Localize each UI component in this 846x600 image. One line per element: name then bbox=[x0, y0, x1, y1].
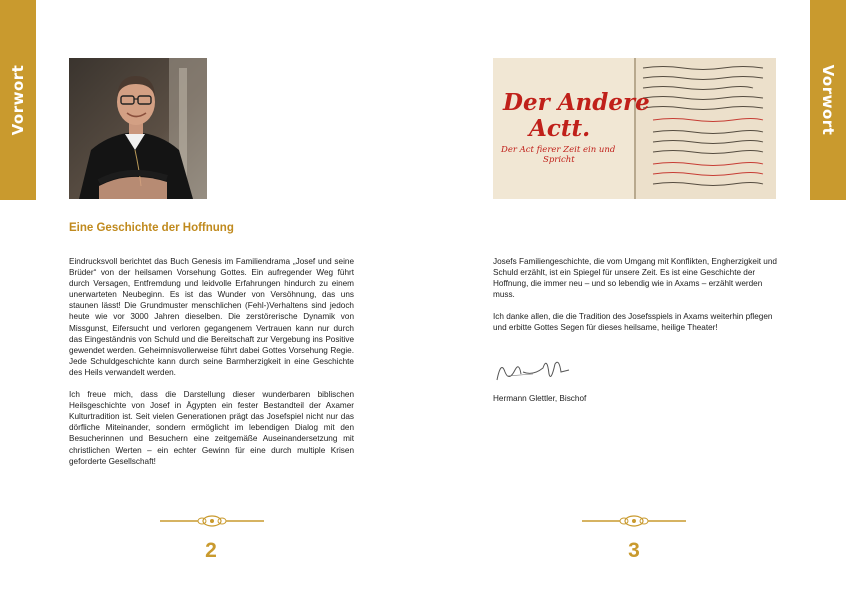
signature-graphic bbox=[493, 352, 573, 386]
manuscript-subtitle: Der Act fierer Zeit ein und bbox=[501, 145, 616, 155]
left-body-text bbox=[69, 256, 354, 478]
page-number-left: 2 bbox=[205, 539, 217, 562]
manuscript-title-2: Actt. bbox=[529, 115, 591, 142]
ornament-divider bbox=[160, 514, 264, 528]
section-heading: Eine Geschichte der Hoffnung bbox=[69, 222, 234, 234]
side-tab-left bbox=[0, 0, 36, 200]
right-body-text bbox=[493, 256, 779, 345]
ornament-divider bbox=[582, 514, 686, 528]
side-tab-label: Vorwort bbox=[819, 64, 837, 136]
paragraph: Josefs Familiengeschichte, die vom Umgang mit Konflikten, Engherzigkeit und Schuld erzählt, ist ein Spiegel für unsere Zeit. Es ist eine Geschichte der Hoffnung, die immer neu – und so lebendig wie in Axams – erzählt werden muss. bbox=[493, 257, 777, 300]
side-tab-right bbox=[810, 0, 846, 200]
signer-name: Hermann Glettler, Bischof bbox=[493, 394, 587, 403]
manuscript-title: Der Andere bbox=[503, 89, 650, 116]
paragraph: Ich freue mich, dass die Darstellung dieser wunderbaren biblischen Heilsgeschichte von Josef in Ägypten ein fester Bestandteil der Axamer Kulturtradition ist. Seit vielen Generationen prägt das Josefspiel nicht nur das dörfliche Miteinander, sondern ermöglicht im lebendigen Dialog mit den Besucherinnen und Besuchern eine zeitgemäße Auseinandersetzung mit christlichen Werten – ein echter Gewinn für eine durch multiple Krisen geforderte Gesellschaft! bbox=[69, 390, 354, 466]
side-tab-label: Vorwort bbox=[9, 64, 27, 136]
manuscript-subtitle-2: Spricht bbox=[543, 155, 575, 165]
bishop-portrait-photo bbox=[69, 58, 207, 199]
manuscript-photo bbox=[493, 58, 776, 199]
page-number-right: 3 bbox=[628, 539, 640, 562]
paragraph: Ich danke allen, die die Tradition des Josefsspiels in Axams weiterhin pflegen und erbitte Gottes Segen für dieses heilsame, heilige Theater! bbox=[493, 312, 773, 333]
paragraph: Eindrucksvoll berichtet das Buch Genesis im Familiendrama „Josef und seine Brüder“ von der heilsamen Vorsehung Gottes. Ein aufregender Weg führt durch Versagen, Entfremdung und leidvolle Erfahrungen hindurch zu einem unerwarteten Neubeginn. Es ist das Wunder von Versöhnung, das uns staunen lässt! Die Grundmuster menschlichen (Fehl-)Verhaltens sind jedoch heute wie vor 3000 Jahren dieselben. Die zerstörerische Dynamik von Missgunst, Eifersucht und verloren gegangenem Vertrauen kann nur durch das Eingeständnis von Schuld und die Bereitschaft zur Vergebung ins Positive gewendet werden. Geheimnisvollerweise führt dabei Gottes Vorsehung Regie. Jede Schuldgeschichte kann durch seine Barmherzigkeit in eine Geschichte des Heils verwandelt werden. bbox=[69, 257, 354, 377]
